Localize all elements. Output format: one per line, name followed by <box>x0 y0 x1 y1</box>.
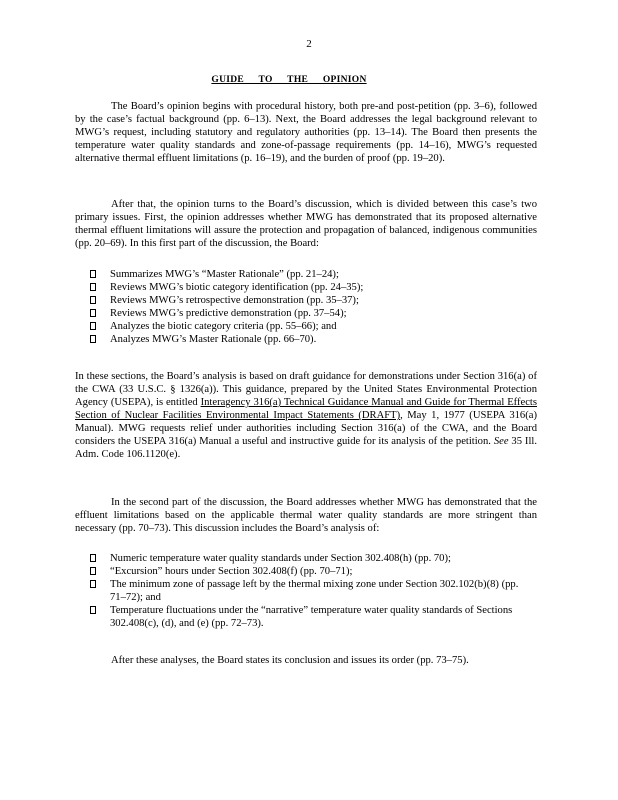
bullet-box-icon <box>90 567 96 575</box>
list-item: Reviews MWG’s retrospective demonstration (pp. 35–37); <box>90 294 536 307</box>
list-item: “Excursion” hours under Section 302.408(f) (pp. 70–71); <box>90 565 536 578</box>
bullet-box-icon <box>90 606 96 614</box>
paragraph-usepa-guidance: In these sections, the Board’s analysis is based on draft guidance for demonstrations under Section 316(a) of the CWA (33 U.S.C. § 1326(a)). This guidance, prepared by the United States Environmental Protection Agency (USEPA), is entitled Interagency 316(a) Technical Guidance Manual and Guide for Thermal Effects Section of Nuclear Facilities Environmental Impact Statements (DRAFT), May 1, 1977 (USEPA 316(a) Manual). MWG requests relief under authorities including Section 316(a) of the CWA, and the Board considers the USEPA 316(a) Manual a useful and instructive guide for its analysis of the petition. See 35 Ill. Adm. Code 106.1120(e). <box>75 371 537 460</box>
list-second-part-topics <box>90 552 536 630</box>
section-heading <box>0 74 618 87</box>
bullet-box-icon <box>90 296 96 304</box>
bullet-box-icon <box>90 335 96 343</box>
paragraph-discussion-first-part: After that, the opinion turns to the Board’s discussion, which is divided between this case’s two primary issues. First, the opinion addresses whether MWG has demonstrated that its proposed alternative thermal effluent limitations will assure the protection and propagation of balanced, indigenous communities (pp. 20–69). In this first part of the discussion, the Board: <box>75 199 537 249</box>
list-item: Summarizes MWG’s “Master Rationale” (pp. 21–24); <box>90 268 536 281</box>
list-first-part-topics <box>90 268 536 346</box>
list-item: Analyzes the biotic category criteria (pp. 55–66); and <box>90 320 536 333</box>
paragraph-conclusion: After these analyses, the Board states its conclusion and issues its order (pp. 73–75). <box>111 655 469 666</box>
bullet-box-icon <box>90 309 96 317</box>
list-item: Numeric temperature water quality standards under Section 302.408(h) (pp. 70); <box>90 552 536 565</box>
page-number: 2 <box>306 38 312 50</box>
bullet-box-icon <box>90 554 96 562</box>
list-item: Reviews MWG’s biotic category identification (pp. 24–35); <box>90 281 536 294</box>
bullet-box-icon <box>90 322 96 330</box>
list-item: Analyzes MWG’s Master Rationale (pp. 66–70). <box>90 333 536 346</box>
bullet-box-icon <box>90 580 96 588</box>
bullet-box-icon <box>90 270 96 278</box>
list-item: Temperature fluctuations under the “narrative” temperature water quality standards of Sections 302.408(c), (d), and (e) (pp. 72–73). <box>90 604 536 630</box>
bullet-box-icon <box>90 283 96 291</box>
list-item: Reviews MWG’s predictive demonstration (pp. 37–54); <box>90 307 536 320</box>
section-heading-text: GUIDE TO THE OPINION <box>211 75 367 85</box>
paragraph-procedural-history: The Board’s opinion begins with procedural history, both pre-and post-petition (pp. 3–6), followed by the case’s factual background (pp. 6–13). Next, the Board addresses the legal background relevant to MWG’s request, including statutory and regulatory authorities (pp. 13–14). The Board then presents the temperature water quality standards and zone-of-passage requirements (pp. 14–16), MWG’s requested alternative thermal effluent limitations (p. 16–19), and the burden of proof (pp. 19–20). <box>75 101 537 164</box>
paragraph-discussion-second-part: In the second part of the discussion, the Board addresses whether MWG has demonstrated that the effluent limitations based on the applicable thermal water quality standards are more stringent than necessary (pp. 70–73). This discussion includes the Board’s analysis of: <box>75 497 537 534</box>
list-item: The minimum zone of passage left by the thermal mixing zone under Section 302.102(b)(8) (pp. 71–72); and <box>90 578 536 604</box>
guidance-manual-title: Interagency 316(a) Technical Guidance Manual and Guide for Thermal Effects Section of Nuclear Facilities Environmental Impact Statements (DRAFT) <box>75 397 537 421</box>
